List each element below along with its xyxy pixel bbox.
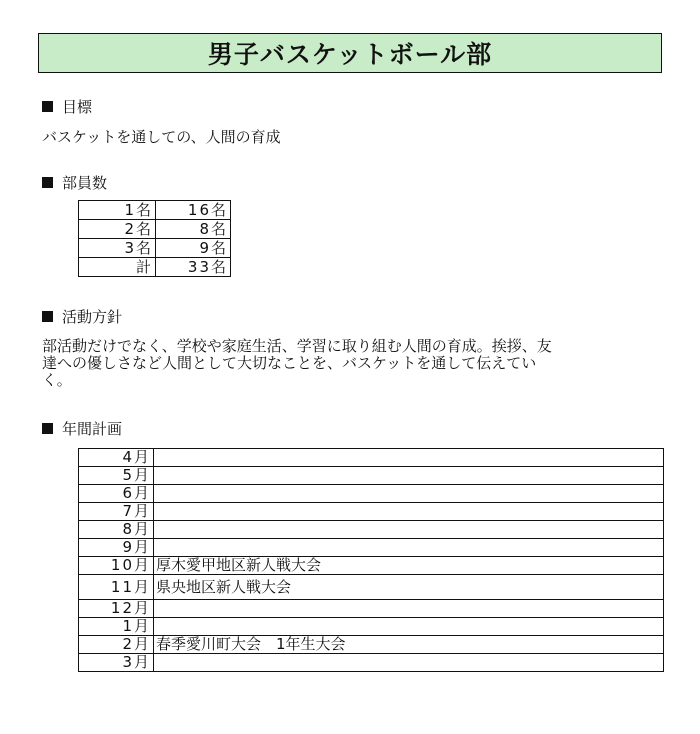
table-row — [79, 654, 664, 672]
event-cell — [154, 654, 664, 672]
month-cell: 8月 — [79, 521, 154, 539]
square-bullet-icon — [42, 177, 53, 188]
month-cell: 6月 — [79, 485, 154, 503]
plan-heading — [42, 418, 122, 439]
event-cell — [154, 618, 664, 636]
table-row — [79, 467, 664, 485]
table-row — [79, 485, 664, 503]
policy-heading — [42, 306, 122, 327]
members-heading — [42, 172, 107, 193]
event-cell: 春季愛川町大会 1年生大会 — [154, 636, 664, 654]
count-cell: 8名 — [156, 220, 231, 239]
table-row — [79, 220, 231, 239]
table-row — [79, 575, 664, 600]
event-cell — [154, 467, 664, 485]
event-cell — [154, 485, 664, 503]
count-cell: 16名 — [156, 201, 231, 220]
square-bullet-icon — [42, 311, 53, 322]
month-cell: 9月 — [79, 539, 154, 557]
members-table — [78, 200, 231, 277]
table-row — [79, 557, 664, 575]
grade-cell: 2名 — [79, 220, 156, 239]
event-cell — [154, 539, 664, 557]
table-row — [79, 636, 664, 654]
table-row — [79, 449, 664, 467]
table-row — [79, 201, 231, 220]
event-cell — [154, 600, 664, 618]
table-row — [79, 521, 664, 539]
goal-heading — [42, 96, 92, 117]
annual-plan-table — [78, 448, 664, 672]
grade-cell: 1名 — [79, 201, 156, 220]
policy-text — [42, 338, 552, 389]
table-row — [79, 618, 664, 636]
month-cell: 11月 — [79, 575, 154, 600]
event-cell: 厚木愛甲地区新人戦大会 — [154, 557, 664, 575]
month-cell: 7月 — [79, 503, 154, 521]
policy-line: く。 — [42, 371, 72, 389]
table-row — [79, 539, 664, 557]
square-bullet-icon — [42, 423, 53, 434]
event-cell — [154, 503, 664, 521]
month-cell: 2月 — [79, 636, 154, 654]
table-row — [79, 258, 231, 277]
month-cell: 4月 — [79, 449, 154, 467]
policy-line: 部活動だけでなく、学校や家庭生活、学習に取り組む人間の育成。挨拶、友 — [42, 337, 552, 355]
goal-text: バスケットを通しての、人間の育成 — [42, 128, 281, 146]
table-row — [79, 239, 231, 258]
total-count-cell: 33名 — [156, 258, 231, 277]
total-label-cell: 計 — [79, 258, 156, 277]
square-bullet-icon — [42, 101, 53, 112]
page-title: 男子バスケットボール部 — [38, 33, 662, 73]
event-cell — [154, 449, 664, 467]
month-cell: 3月 — [79, 654, 154, 672]
event-cell: 県央地区新人戦大会 — [154, 575, 664, 600]
month-cell: 1月 — [79, 618, 154, 636]
count-cell: 9名 — [156, 239, 231, 258]
event-cell — [154, 521, 664, 539]
grade-cell: 3名 — [79, 239, 156, 258]
goal-heading-label: 目標 — [62, 98, 93, 116]
policy-line: 達への優しさなど人間として大切なことを、バスケットを通して伝えてい — [42, 354, 537, 372]
month-cell: 5月 — [79, 467, 154, 485]
policy-heading-label: 活動方針 — [62, 308, 123, 326]
members-heading-label: 部員数 — [62, 174, 108, 192]
month-cell: 12月 — [79, 600, 154, 618]
plan-heading-label: 年間計画 — [62, 420, 123, 438]
table-row — [79, 503, 664, 521]
month-cell: 10月 — [79, 557, 154, 575]
table-row — [79, 600, 664, 618]
